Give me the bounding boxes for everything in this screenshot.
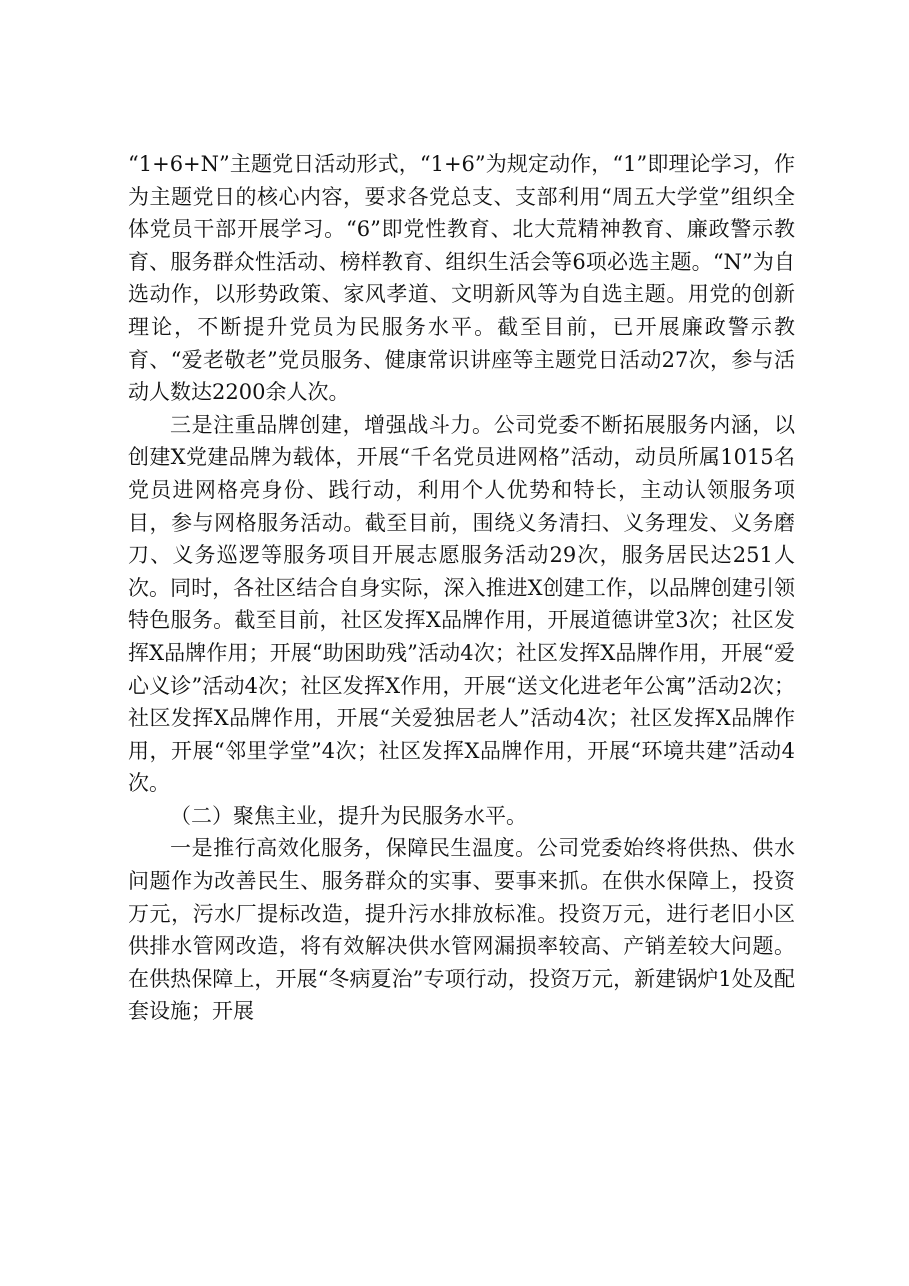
section-heading: （二）聚焦主业，提升为民服务水平。 xyxy=(170,803,527,828)
paragraph-brand-building: 三是注重品牌创建，增强战斗力。公司党委不断拓展服务内涵，以创建X党建品牌为载体，开展“千名党员进网格”活动，动员所属1015名党员进网格亮身份、践行动，利用个人优势和特长，主动认领服务项目，参与网格服务活动。截至目前，围绕义务清扫、义务理发、义务磨刀、义务巡逻等服务项目开展志愿服务活动29次，服务居民达251人次。同时，各社区结合自身实际，深入推进X创建工作，以品牌创建引领特色服务。截至目前，社区发挥X品牌作用，开展道德讲堂3次；社区发挥X品牌作用；开展“助困助残”活动4次；社区发挥X品牌作用，开展“爱心义诊”活动4次；社区发挥X作用，开展“送文化进老年公寓”活动2次；社区发挥X品牌作用，开展“关爱独居老人”活动4次；社区发挥X品牌作用，开展“邻里学堂”4次；社区发挥X品牌作用，开展“环境共建”活动4次。 xyxy=(128,412,795,796)
paragraph-activity-format: “1+6+N”主题党日活动形式，“1+6”为规定动作，“1”即理论学习，作为主题党日的核心内容，要求各党总支、支部利用“周五大学堂”组织全体党员干部开展学习。“6”即党性教育、北大荒精神教育、廉政警示教育、服务群众性活动、榜样教育、组织生活会等6项必选主题。“N”为自选动作，以形势政策、家风孝道、文明新风等为自选主题。用党的创新理论，不断提升党员为民服务水平。截至目前，已开展廉政警示教育、“爱老敬老”党员服务、健康常识讲座等主题党日活动27次，参与活动人数达2200余人次。 xyxy=(128,152,795,405)
document-body xyxy=(128,148,795,1028)
paragraph-efficient-service: 一是推行高效化服务，保障民生温度。公司党委始终将供热、供水问题作为改善民生、服务群众的实事、要事来抓。在供水保障上，投资万元，污水厂提标改造，提升污水排放标准。投资万元，进行老旧小区供排水管网改造，将有效解决供水管网漏损率较高、产销差较大问题。在供热保障上，开展“冬病夏治”专项行动，投资万元，新建锅炉1处及配套设施；开展 xyxy=(128,836,795,1024)
